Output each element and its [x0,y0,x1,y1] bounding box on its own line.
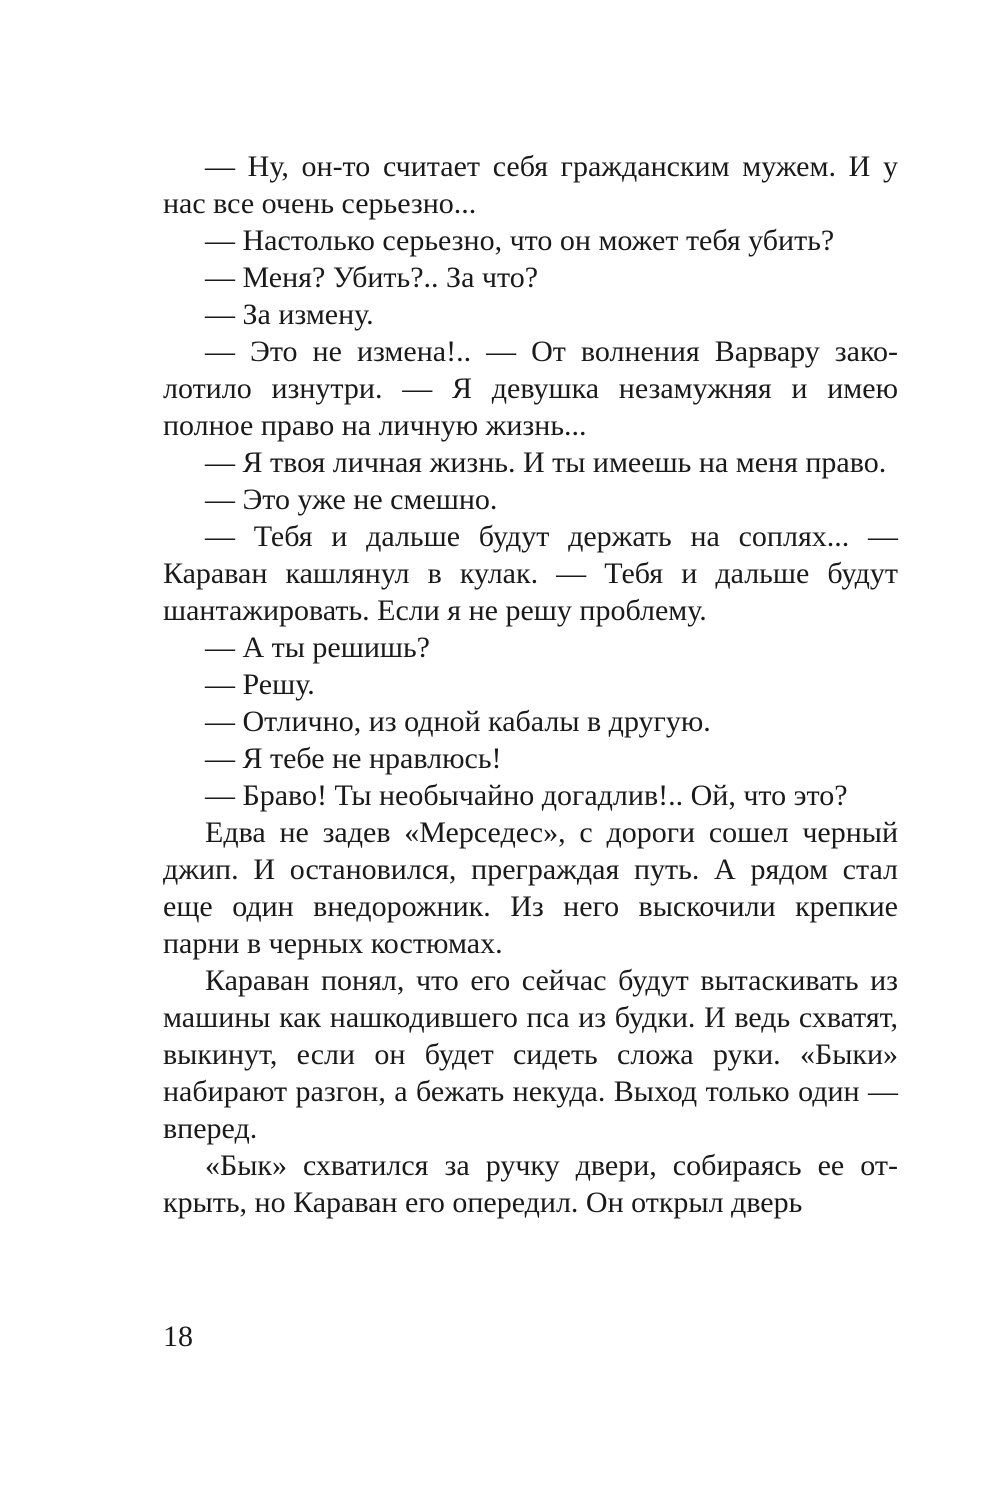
paragraph-3: — Меня? Убить?.. За что? [205,261,539,294]
paragraph-4: — За измену. [205,298,374,331]
paragraph-5: — Это не измена!.. — От волнения Варвару заколотило изнутри. — Я девушка незамужняя и имею полное право на личную жизнь... [163,335,898,442]
paragraph-2: — Настолько серьезно, что он может тебя убить? [205,224,835,257]
paragraph-15: Караван понял, что его сейчас будут вытаскивать из машины как нашкодившего пса из будки. И ведь схватят, выкинут, если он будет сидеть сложа руки. «Быки» набирают разгон, а бежать некуда. Выход только один — вперед. [163,964,898,1145]
paragraph-6: — Я твоя личная жизнь. И ты имеешь на меня право. [205,446,887,479]
paragraph-8: — Тебя и дальше будут держать на соплях... — Караван кашлянул в кулак. — Тебя и дальше будут шантажировать. Если я не решу проблему. [163,520,898,627]
page-number: 18 [163,1320,193,1353]
paragraph-1: — Ну, он-то считает себя гражданским мужем. И у нас все очень серьезно... [163,150,898,220]
paragraph-12: — Я тебе не нравлюсь! [205,742,502,775]
paragraph-13: — Браво! Ты необычайно догадлив!.. Ой, что это? [205,779,848,812]
paragraph-10: — Решу. [205,668,315,701]
paragraph-7: — Это уже не смешно. [205,483,498,516]
body-text [163,148,898,1221]
paragraph-11: — Отлично, из одной кабалы в другую. [205,705,711,738]
paragraph-9: — А ты решишь? [205,631,430,664]
paragraph-14: Едва не задев «Мерседес», с дороги сошел черный джип. И остановился, преграждая путь. А рядом стал еще один внедорожник. Из него выскочили крепкие парни в черных костюмах. [163,816,898,960]
paragraph-16: «Бык» схватился за ручку двери, собираясь ее открыть, но Караван его опередил. Он открыл дверь [163,1149,898,1219]
